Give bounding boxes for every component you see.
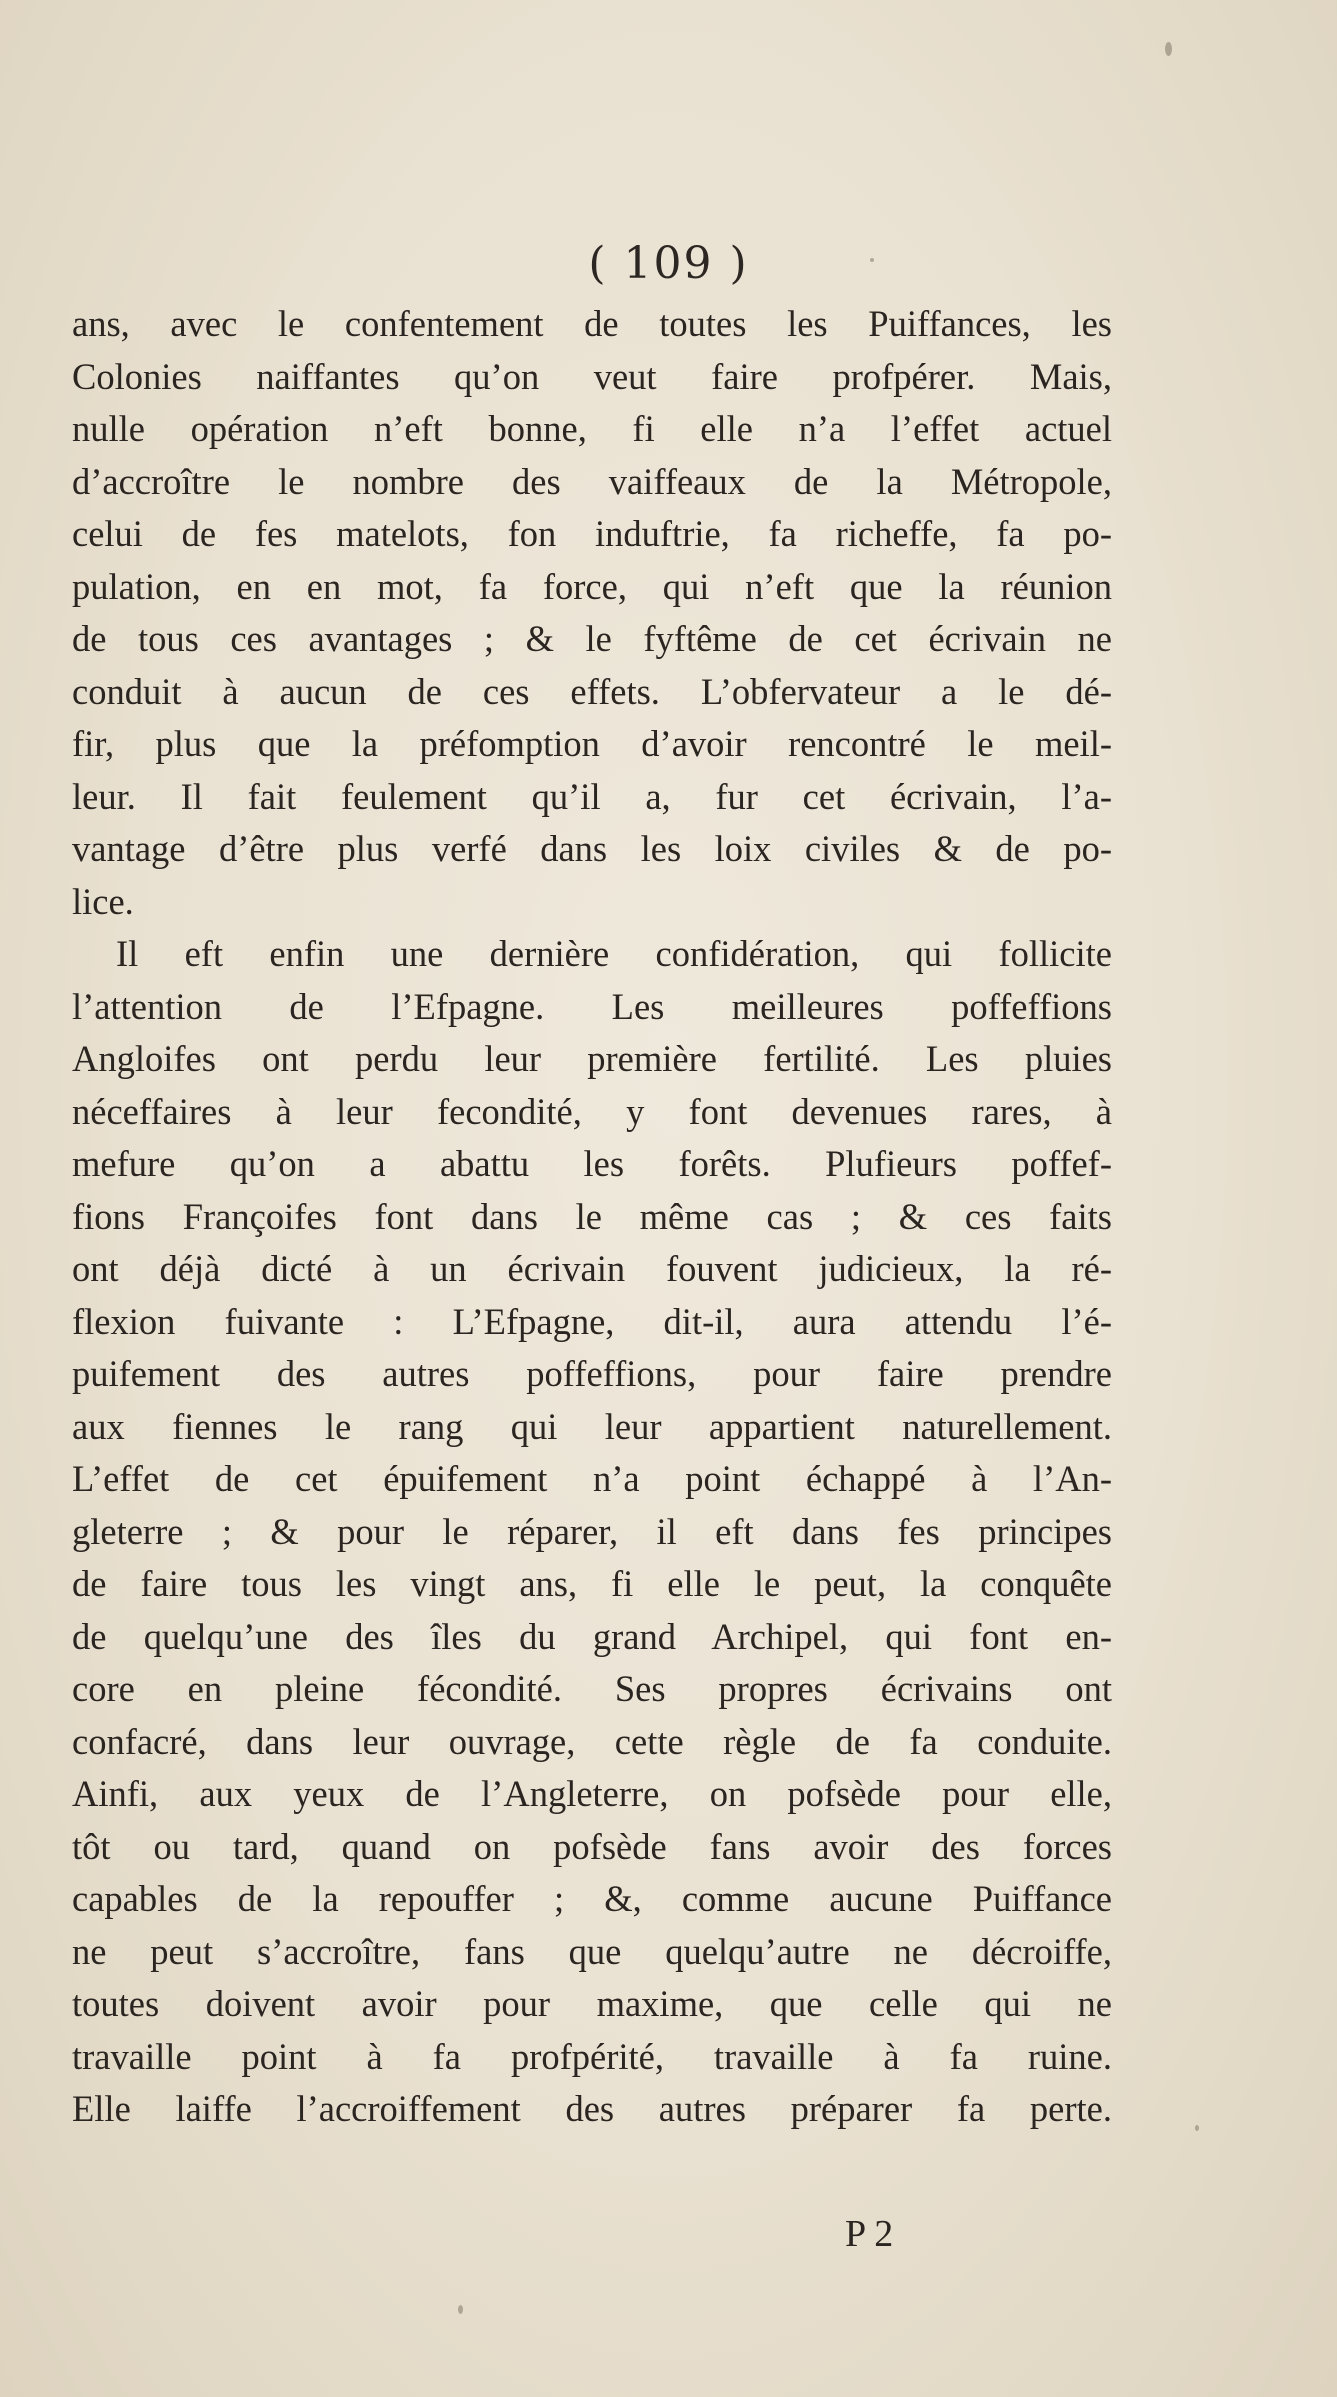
text-line: Ainfi, aux yeux de l’Angleterre, on pofsède pour elle,: [72, 1773, 1112, 1814]
signature-mark: P 2: [845, 2213, 894, 2255]
text-line: lice.: [72, 880, 134, 922]
text-line: core en pleine fécondité. Ses propres écrivains ont: [72, 1668, 1112, 1709]
paper-speck: [1195, 2125, 1199, 2131]
text-line: mefure qu’on a abattu les forêts. Plufieurs poffef-: [72, 1143, 1112, 1184]
text-line: fions Françoifes font dans le même cas ; & ces faits: [72, 1195, 1112, 1237]
text-line: ont déjà dicté à un écrivain fouvent judicieux, la ré-: [72, 1248, 1112, 1289]
paper-speck: [1165, 42, 1172, 56]
page-number: ( 109 ): [588, 238, 749, 289]
text-line: ne peut s’accroître, fans que quelqu’autre ne décroiffe,: [72, 1930, 1112, 1972]
paper-speck: [870, 258, 874, 262]
text-line: de faire tous les vingt ans, fi elle le peut, la conquête: [72, 1563, 1112, 1604]
text-line: travaille point à fa profpérité, travaille à fa ruine.: [72, 2035, 1112, 2077]
text-line: Colonies naiffantes qu’on veut faire profpérer. Mais,: [72, 355, 1112, 397]
text-line: Angloifes ont perdu leur première fertilité. Les pluies: [72, 1038, 1112, 1079]
text-line: tôt ou tard, quand on pofsède fans avoir des forces: [72, 1825, 1112, 1867]
text-line: de quelqu’une des îles du grand Archipel, qui font en-: [72, 1615, 1112, 1657]
text-line: confacré, dans leur ouvrage, cette règle de fa conduite.: [72, 1720, 1112, 1762]
text-line: leur. Il fait feulement qu’il a, fur cet écrivain, l’a-: [72, 775, 1112, 817]
text-line: Elle laiffe l’accroiffement des autres préparer fa perte.: [72, 2088, 1112, 2129]
text-line: l’attention de l’Efpagne. Les meilleures poffeffions: [72, 985, 1112, 1027]
text-line: puifement des autres poffeffions, pour faire prendre: [72, 1353, 1112, 1394]
text-line: fir, plus que la préfomption d’avoir rencontré le meil-: [72, 723, 1112, 764]
text-line: capables de la repouffer ; &, comme aucune Puiffance: [72, 1878, 1112, 1919]
text-line: ans, avec le confentement de toutes les Puiffances, les: [72, 303, 1112, 344]
text-line: conduit à aucun de ces effets. L’obfervateur a le dé-: [72, 670, 1112, 712]
body-text: [72, 298, 1112, 2136]
text-line: nulle opération n’eft bonne, fi elle n’a l’effet actuel: [72, 408, 1112, 449]
text-line: aux fiennes le rang qui leur appartient naturellement.: [72, 1405, 1112, 1447]
text-line: néceffaires à leur fecondité, y font devenues rares, à: [72, 1090, 1112, 1132]
text-line: vantage d’être plus verfé dans les loix civiles & de po-: [72, 828, 1112, 869]
text-line: flexion fuivante : L’Efpagne, dit-il, aura attendu l’é-: [72, 1300, 1112, 1342]
paper-speck: [458, 2305, 463, 2314]
text-line: toutes doivent avoir pour maxime, que celle qui ne: [72, 1983, 1112, 2024]
text-line: gleterre ; & pour le réparer, il eft dans fes principes: [72, 1510, 1112, 1552]
text-line: Il eft enfin une dernière confidération, qui follicite: [116, 933, 1112, 974]
text-line: L’effet de cet épuifement n’a point échappé à l’An-: [72, 1458, 1112, 1499]
text-line: pulation, en en mot, fa force, qui n’eft que la réunion: [72, 565, 1112, 607]
text-line: d’accroître le nombre des vaiffeaux de la Métropole,: [72, 460, 1112, 502]
text-line: celui de fes matelots, fon induftrie, fa richeffe, fa po-: [72, 513, 1112, 554]
text-line: de tous ces avantages ; & le fyftême de cet écrivain ne: [72, 618, 1112, 659]
